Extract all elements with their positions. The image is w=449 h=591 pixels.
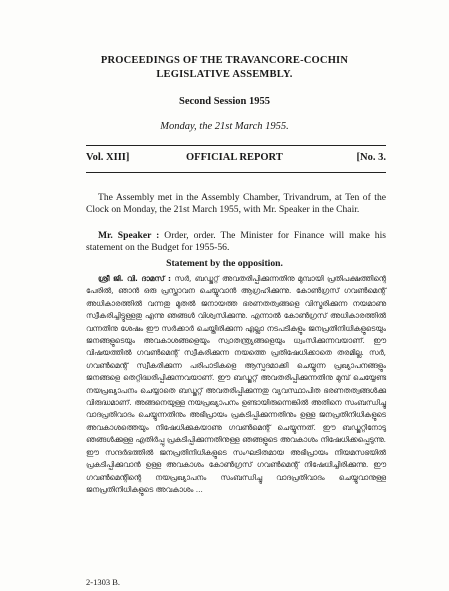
report-title: OFFICIAL REPORT xyxy=(186,152,283,163)
malayalam-paragraph xyxy=(86,273,386,496)
report-bar xyxy=(86,152,386,168)
bottom-rule xyxy=(86,172,386,173)
top-rule xyxy=(86,145,386,146)
speaker-text: Order, order. The Minister for Finance will make his statement on the Budget for 1955-56. xyxy=(86,230,386,253)
session-date: Monday, the 21st March 1955. xyxy=(160,121,289,132)
volume-label: Vol. XIII] xyxy=(86,152,130,163)
malayalam-speaker-label: ശ്രീ ജി. വി. ദാമസ് : xyxy=(98,274,172,283)
speaker-paragraph xyxy=(86,230,386,254)
proceedings-title-line1: PROCEEDINGS OF THE TRAVANCORE-COCHIN xyxy=(100,55,349,66)
issue-number: [No. 3. xyxy=(356,152,386,163)
speaker-label: Mr. Speaker : xyxy=(98,230,160,241)
proceedings-title-line2: LEGISLATIVE ASSEMBLY. xyxy=(156,69,293,80)
statement-heading: Statement by the opposition. xyxy=(166,258,283,269)
malayalam-text: സർ, ബഡ്ജറ്റ് അവതരിപ്പിക്കുന്നതിനു മുമ്പായി പ്രതിപക്ഷത്തിന്റെ പേരിൽ, ഞാൻ ഒരു പ്രസ്താവന ചെയ്യുവാൻ ആഗ്രഹിക്കുന്നു. കോൺഗ്രസ് ഗവൺമെന്റ് അധികാരത്തിൽ വന്നതു മുതൽ ജനായത്ത ഭരണതത്വങ്ങളെ വിസ്മരിക്കുന്ന നയമാണു സ്വീകരിച്ചിട്ടുള്ളതു എന്നു ഞങ്ങൾ വിശ്വസിക്കുന്നു. എന്നാൽ കോൺഗ്രസ് അധികാരത്തിൽ വന്നതിനു ശേഷം ഈ സർക്കാർ ചെയ്തിരിക്കുന്ന എല്ലാ നടപടികളും ജനപ്രതിനിധികളുടെയും ജനങ്ങളുടെയും അവകാശങ്ങളെയും സ്വാതന്ത്ര്യങ്ങളെയും ധ്വംസിക്കുന്നവയാണ്. ഈ വിഷയത്തിൽ ഗവൺമെന്റ് സ്വീകരിക്കുന്ന നയത്തെ പ്രതിഷേധിക്കാതെ തരമില്ല. സർ, ഗവൺമെന്റ് സ്വീകരിക്കുന്ന പരിപാടികളെ ആസ്പദമാക്കി ചെയ്യുന്ന പ്രഖ്യാപനങ്ങളും ജനങ്ങളെ തെറ്റിദ്ധരിപ്പിക്കുന്നവയാണ്. ഈ ബഡ്ജറ്റ് അവതരിപ്പിക്കുന്നതിനു മുമ്പ് ചെയ്യേണ്ട നയപ്രഖ്യാപനം ചെയ്യാതെ ബഡ്ജറ്റ് അവതരിപ്പിക്കുന്നതു വ്യവസ്ഥാപിത ഭരണതത്വങ്ങൾക്കു വിരുദ്ധമാണ്. അങ്ങനെയുള്ള നയപ്രഖ്യാപനം ഉണ്ടായിരുന്നെങ്കിൽ അതിനെ സംബന്ധിച്ചു വാദപ്രതിവാദം ചെയ്യുന്നതിനും അഭിപ്രായം പ്രകടിപ്പിക്കുന്നതിനും ഉള്ള ജനപ്രതിനിധികളുടെ അവകാശത്തെയും നിഷേധിക്കുകയാണു ഗവൺമെന്റ് ചെയ്യുന്നത്. ഈ ബഡ്ജറ്റിനോടു ഞങ്ങൾക്കുള്ള എതിർപ്പു പ്രകടിപ്പിക്കുന്നതിനുള്ള ഞങ്ങളുടെ അവകാശം നിഷേധിക്കപ്പെടുന്നു. ഈ സന്ദർഭത്തിൽ ജനപ്രതിനിധികളുടെ സംഘടിതമായ അഭിപ്രായം നിയമസഭയിൽ പ്രകടിപ്പിക്കുവാൻ ഉള്ള അവകാശം കോൺഗ്രസ് ഗവൺമെന്റ് നിഷേധിച്ചിരിക്കുന്നു. ഈ ഗവൺമെന്റിന്റെ നയപ്രഖ്യാപനം സംബന്ധിച്ചു വാദപ്രതിവാദം ചെയ്യുവാനുള്ള ജനപ്രതിനിധികളുടെ അവകാശം ... xyxy=(86,274,386,494)
page-footer-code: 2-1303 B. xyxy=(86,577,120,587)
proceedings-title xyxy=(0,54,449,82)
session-label: Second Session 1955 xyxy=(178,96,271,107)
intro-paragraph: The Assembly met in the Assembly Chamber, Trivandrum, at Ten of the Clock on Monday, the 21st March 1955, with Mr. Speaker in the Chair. xyxy=(86,192,386,215)
